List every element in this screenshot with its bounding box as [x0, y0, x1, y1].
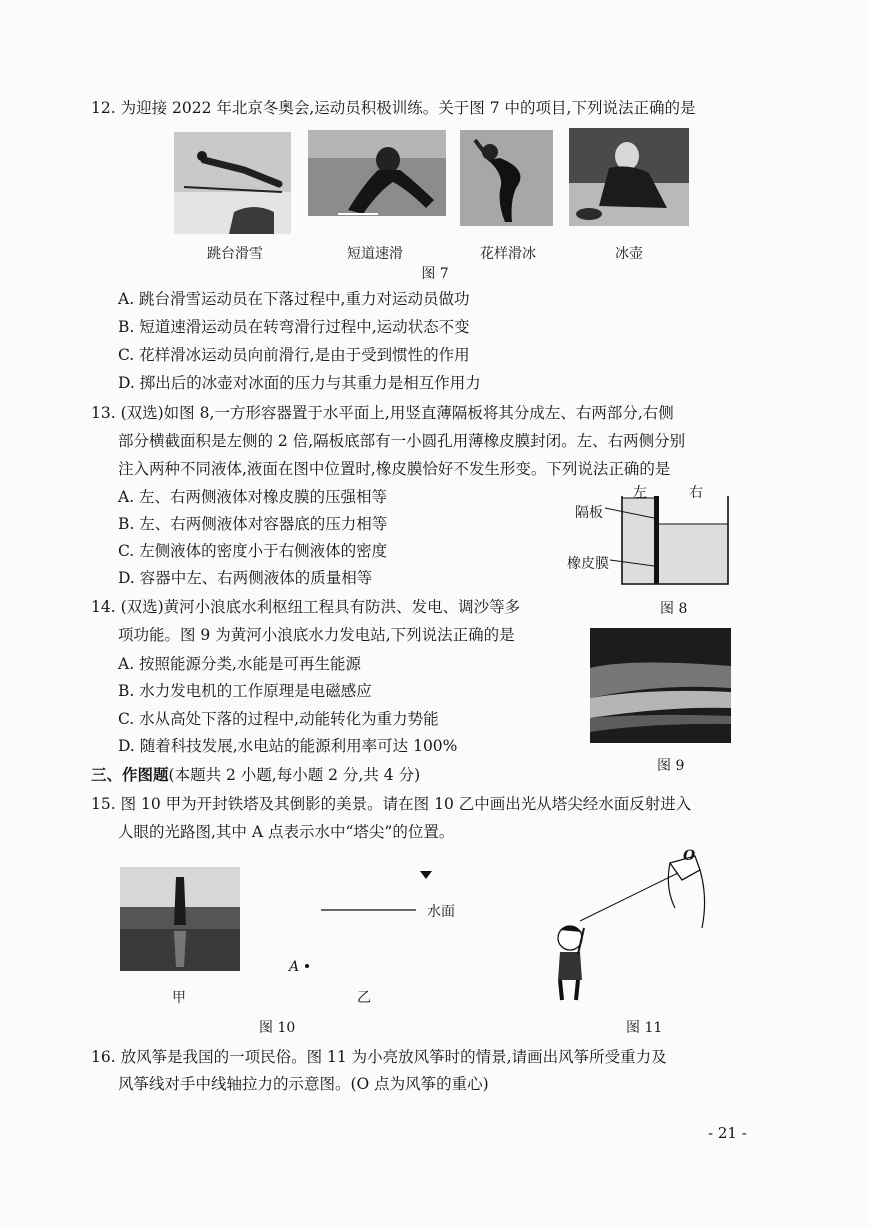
q12-option-a: A. 跳台滑雪运动员在下落过程中,重力对运动员做功 — [118, 290, 470, 308]
water-surface-label: 水面 — [427, 904, 455, 920]
section-3-title: 三、作图题 — [91, 765, 169, 784]
q13-stem-line-2: 部分横截面积是左侧的 2 倍,隔板底部有一小圆孔用薄橡皮膜封闭。左、右两侧分别 — [118, 432, 686, 450]
q12-option-c: C. 花样滑冰运动员向前滑行,是由于受到惯性的作用 — [118, 346, 470, 364]
section-3-note: (本题共 2 小题,每小题 2 分,共 4 分) — [168, 766, 421, 784]
point-a-label: A — [289, 959, 300, 975]
kite-center-o-label: O — [683, 848, 696, 864]
q13-option-c: C. 左侧液体的密度小于右侧液体的密度 — [118, 542, 388, 560]
figure-11-kite-drawing — [540, 848, 720, 1008]
figure-7-caption: 图 7 — [421, 266, 449, 282]
q16-stem-line-2: 风筝线对手中线轴拉力的示意图。(O 点为风筝的重心) — [118, 1075, 489, 1093]
figure-8-container-diagram — [560, 478, 740, 590]
page-number: - 21 - — [708, 1124, 747, 1142]
q13-option-d: D. 容器中左、右两侧液体的质量相等 — [118, 569, 373, 587]
q14-stem-line-2: 项功能。图 9 为黄河小浪底水力发电站,下列说法正确的是 — [118, 626, 515, 644]
q13-stem-line-1: 13. (双选)如图 8,一方形容器置于水平面上,用竖直薄隔板将其分成左、右两部分,右侧 — [91, 404, 674, 422]
q13-option-a: A. 左、右两侧液体对橡皮膜的压强相等 — [118, 488, 388, 506]
q14-option-b: B. 水力发电机的工作原理是电磁感应 — [118, 682, 372, 700]
q14-option-a: A. 按照能源分类,水能是可再生能源 — [118, 655, 361, 673]
figure-10-caption: 图 10 — [259, 1020, 296, 1036]
q14-option-c: C. 水从高处下落的过程中,动能转化为重力势能 — [118, 710, 439, 728]
speed-skating-photo — [308, 130, 446, 216]
q16-stem-line-1: 16. 放风筝是我国的一项民俗。图 11 为小亮放风筝时的情景,请画出风筝所受重力及 — [91, 1048, 667, 1066]
label-partition: 隔板 — [575, 505, 603, 521]
figure-8-caption: 图 8 — [660, 601, 688, 617]
label-membrane: 橡皮膜 — [567, 556, 609, 572]
iron-pagoda-photo — [120, 867, 240, 971]
label-left: 左 — [633, 485, 647, 501]
section-3-heading — [91, 765, 420, 785]
point-a-dot — [305, 964, 309, 968]
q14-stem-line-1: 14. (双选)黄河小浪底水利枢纽工程具有防洪、发电、调沙等多 — [91, 598, 521, 616]
caption-ski-jump: 跳台滑雪 — [207, 246, 263, 262]
q12-stem: 12. 为迎接 2022 年北京冬奥会,运动员积极训练。关于图 7 中的项目,下列说法正确的是 — [91, 99, 696, 117]
figure-11-caption: 图 11 — [626, 1020, 663, 1036]
figure-9-caption: 图 9 — [657, 758, 685, 774]
q13-option-b: B. 左、右两侧液体对容器底的压力相等 — [118, 515, 388, 533]
q15-stem-line-1: 15. 图 10 甲为开封铁塔及其倒影的美景。请在图 10 乙中画出光从塔尖经水面反射进入 — [91, 795, 692, 813]
q15-stem-line-2: 人眼的光路图,其中 A 点表示水中“塔尖”的位置。 — [118, 823, 455, 841]
label-right: 右 — [689, 485, 703, 501]
caption-curling: 冰壶 — [615, 246, 643, 262]
caption-figure-skating: 花样滑冰 — [480, 246, 536, 262]
figure-skating-photo — [460, 130, 553, 226]
q14-option-d: D. 随着科技发展,水电站的能源利用率可达 100% — [118, 737, 458, 755]
ski-jump-photo — [174, 132, 291, 234]
q12-option-b: B. 短道速滑运动员在转弯滑行过程中,运动状态不变 — [118, 318, 470, 336]
label-jia: 甲 — [172, 990, 186, 1006]
caption-speed-skating: 短道速滑 — [347, 246, 403, 262]
hydropower-station-photo — [590, 628, 731, 743]
q12-option-d: D. 掷出后的冰壶对冰面的压力与其重力是相互作用力 — [118, 374, 481, 392]
label-yi: 乙 — [357, 990, 371, 1006]
curling-photo — [569, 128, 689, 226]
q13-stem-line-3: 注入两种不同液体,液面在图中位置时,橡皮膜恰好不发生形变。下列说法正确的是 — [118, 460, 671, 478]
